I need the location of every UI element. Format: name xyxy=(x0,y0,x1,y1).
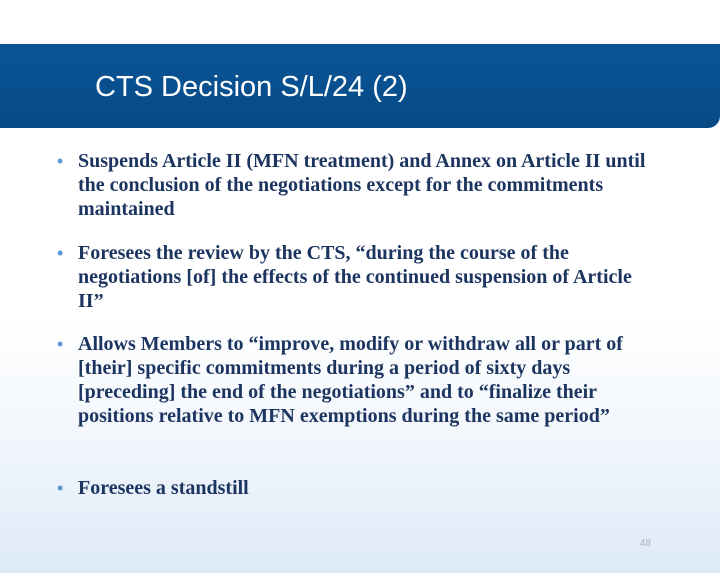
bullet-text: Foresees the review by the CTS, “during the course of the negotiations [of] the effects of the continued suspension of Article II” xyxy=(78,242,632,312)
bullet-marker: • xyxy=(57,334,64,354)
bullet-item xyxy=(57,476,647,500)
bullet-text: Suspends Article II (MFN treatment) and Annex on Article II until the conclusion of the negotiations except for the commitments maintained xyxy=(78,150,646,220)
bullet-text: Foresees a standstill xyxy=(78,477,249,499)
bullet-item xyxy=(57,241,647,313)
bullet-marker: • xyxy=(57,243,64,263)
slide-title: CTS Decision S/L/24 (2) xyxy=(95,71,408,103)
bullet-item xyxy=(57,149,647,221)
bullet-marker: • xyxy=(57,151,64,171)
bullet-item xyxy=(57,332,647,428)
bullet-text: Allows Members to “improve, modify or withdraw all or part of [their] specific commitments during a period of sixty days [preceding] the end of the negotiations” and to “finalize their positions relative to MFN exemptions during the same period” xyxy=(78,333,623,427)
page-number: 48 xyxy=(640,538,652,549)
bullet-marker: • xyxy=(57,478,64,498)
